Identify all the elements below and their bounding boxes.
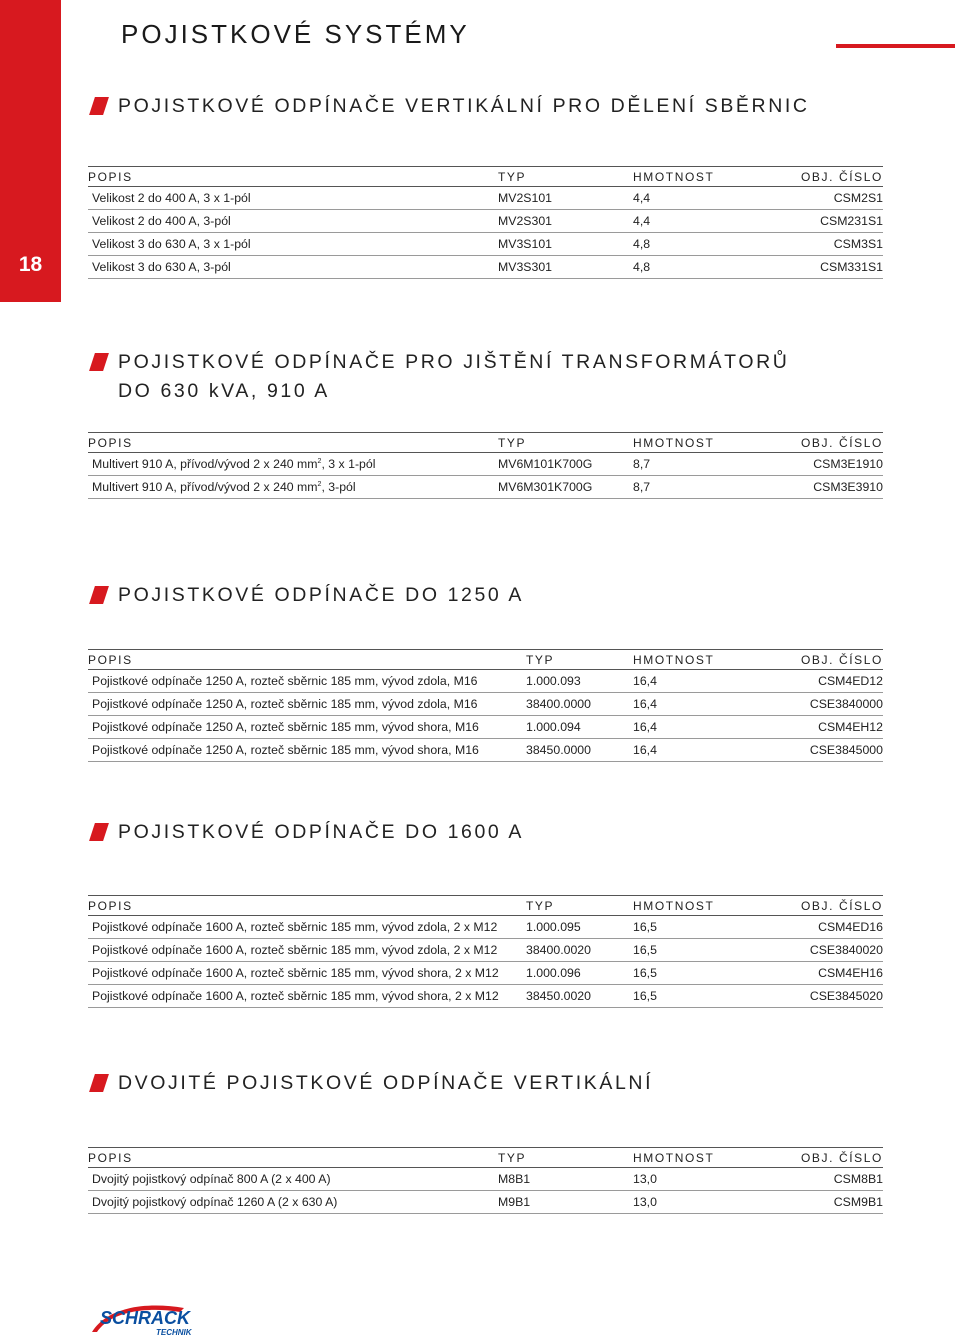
table-row: Dvojitý pojistkový odpínač 800 A (2 x 400 A) M8B1 13,0 CSM8B1 xyxy=(88,1168,883,1191)
col-hmotnost: HMOTNOST xyxy=(633,1148,768,1168)
table-row: Pojistkové odpínače 1600 A, rozteč sběrnic 185 mm, vývod shora, 2 x M12 38450.0020 16,5 CSE3845020 xyxy=(88,985,883,1008)
col-popis: POPIS xyxy=(88,650,526,670)
col-hmotnost: HMOTNOST xyxy=(633,167,768,187)
col-popis: POPIS xyxy=(88,896,526,916)
col-cislo: OBJ. ČÍSLO xyxy=(768,1148,883,1168)
section-heading: POJISTKOVÉ ODPÍNAČE VERTIKÁLNÍ PRO DĚLENÍ SBĚRNIC xyxy=(88,92,883,121)
page-title: POJISTKOVÉ SYSTÉMY xyxy=(121,19,470,49)
page-number: 18 xyxy=(18,253,43,276)
col-hmotnost: HMOTNOST xyxy=(633,433,768,453)
product-table xyxy=(88,166,883,279)
col-typ: TYP xyxy=(498,1148,633,1168)
col-popis: POPIS xyxy=(88,433,498,453)
col-hmotnost: HMOTNOST xyxy=(633,896,768,916)
product-table xyxy=(88,649,883,762)
table-row: Multivert 910 A, přívod/vývod 2 x 240 $mm^2$, 3-pól MV6M301K700G 8,7 CSM3E3910 xyxy=(88,476,883,499)
table-header xyxy=(88,167,883,187)
table-row: Velikost 3 do 630 A, 3-pól MV3S301 4,8 CSM331S1 xyxy=(88,256,883,279)
section-marker xyxy=(89,1074,109,1092)
table-row: Pojistkové odpínače 1600 A, rozteč sběrnic 185 mm, vývod zdola, 2 x M12 1.000.095 16,5 CSM4ED16 xyxy=(88,916,883,939)
logo-text-main: SCHRACK xyxy=(100,1308,190,1328)
logo-text-sub: TECHNIK xyxy=(156,1328,192,1337)
table-row: Velikost 2 do 400 A, 3-pól MV2S301 4,4 CSM231S1 xyxy=(88,210,883,233)
section-heading: POJISTKOVÉ ODPÍNAČE DO 1600 A xyxy=(88,818,883,847)
section-marker xyxy=(89,353,109,371)
table-row: Pojistkové odpínače 1250 A, rozteč sběrnic 185 mm, vývod zdola, M16 1.000.093 16,4 CSM4ED12 xyxy=(88,670,883,693)
col-cislo: OBJ. ČÍSLO xyxy=(768,433,883,453)
section-heading: DVOJITÉ POJISTKOVÉ ODPÍNAČE VERTIKÁLNÍ xyxy=(88,1069,883,1098)
section-marker xyxy=(89,586,109,604)
col-popis: POPIS xyxy=(88,167,498,187)
table-header xyxy=(88,433,883,453)
table-row: Multivert 910 A, přívod/vývod 2 x 240 $mm^2$, 3 x 1-pól MV6M101K700G 8,7 CSM3E1910 xyxy=(88,453,883,476)
col-cislo: OBJ. ČÍSLO xyxy=(768,167,883,187)
page-number-tab xyxy=(0,0,61,302)
table-row: Pojistkové odpínače 1600 A, rozteč sběrnic 185 mm, vývod zdola, 2 x M12 38400.0020 16,5 CSE3840020 xyxy=(88,939,883,962)
table-header xyxy=(88,650,883,670)
section-vertical-busbar xyxy=(88,92,883,279)
col-typ: TYP xyxy=(498,167,633,187)
table-row: Velikost 2 do 400 A, 3 x 1-pól MV2S101 4,4 CSM2S1 xyxy=(88,187,883,210)
col-cislo: OBJ. ČÍSLO xyxy=(768,650,883,670)
table-row: Dvojitý pojistkový odpínač 1260 A (2 x 630 A) M9B1 13,0 CSM9B1 xyxy=(88,1191,883,1214)
col-cislo: OBJ. ČÍSLO xyxy=(768,896,883,916)
col-typ: TYP xyxy=(498,433,633,453)
section-marker xyxy=(89,823,109,841)
col-typ: TYP xyxy=(526,896,633,916)
title-rule xyxy=(836,44,955,48)
section-transformer xyxy=(88,348,883,499)
section-marker xyxy=(89,97,109,115)
section-1250a xyxy=(88,581,883,762)
product-table xyxy=(88,432,883,499)
section-heading: POJISTKOVÉ ODPÍNAČE DO 1250 A xyxy=(88,581,883,610)
table-header xyxy=(88,896,883,916)
table-row: Velikost 3 do 630 A, 3 x 1-pól MV3S101 4,8 CSM3S1 xyxy=(88,233,883,256)
section-1600a xyxy=(88,818,883,1008)
col-hmotnost: HMOTNOST xyxy=(633,650,768,670)
table-row: Pojistkové odpínače 1250 A, rozteč sběrnic 185 mm, vývod shora, M16 38450.0000 16,4 CSE3845000 xyxy=(88,739,883,762)
schrack-logo xyxy=(88,1302,224,1338)
section-double xyxy=(88,1069,883,1214)
table-row: Pojistkové odpínače 1250 A, rozteč sběrnic 185 mm, vývod shora, M16 1.000.094 16,4 CSM4EH12 xyxy=(88,716,883,739)
col-popis: POPIS xyxy=(88,1148,498,1168)
product-table xyxy=(88,895,883,1008)
product-table xyxy=(88,1147,883,1214)
table-header xyxy=(88,1148,883,1168)
section-heading: POJISTKOVÉ ODPÍNAČE PRO JIŠTĚNÍ TRANSFORMÁTORŮ DO 630 kVA, 910 A xyxy=(88,348,883,406)
table-row: Pojistkové odpínače 1600 A, rozteč sběrnic 185 mm, vývod shora, 2 x M12 1.000.096 16,5 CSM4EH16 xyxy=(88,962,883,985)
col-typ: TYP xyxy=(526,650,633,670)
table-row: Pojistkové odpínače 1250 A, rozteč sběrnic 185 mm, vývod zdola, M16 38400.0000 16,4 CSE3840000 xyxy=(88,693,883,716)
